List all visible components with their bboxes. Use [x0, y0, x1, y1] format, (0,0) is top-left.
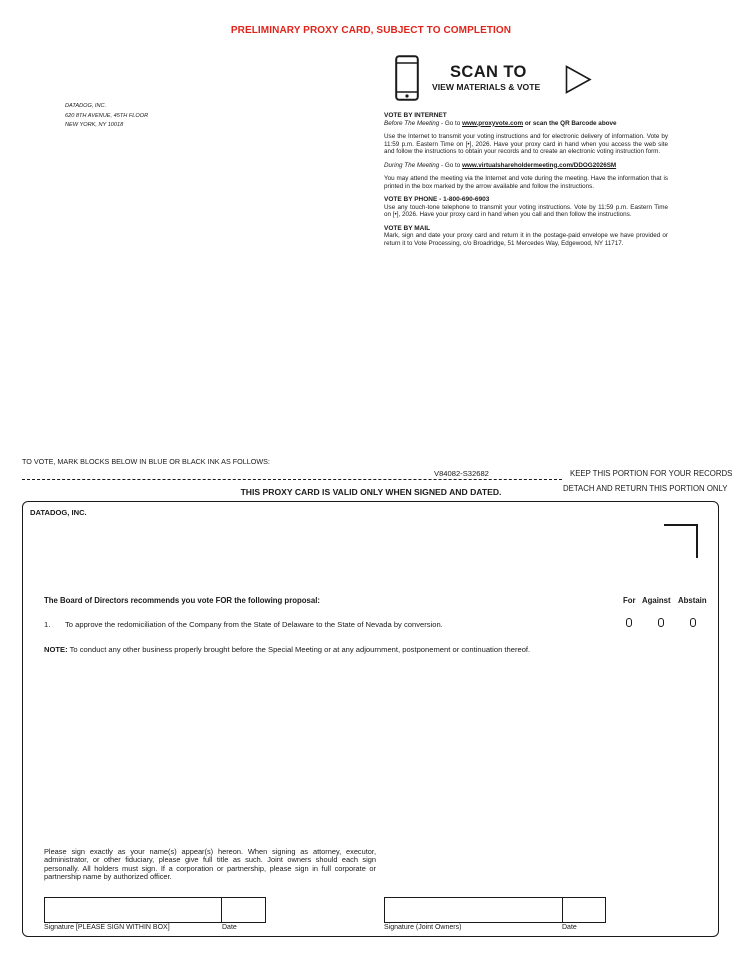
joint-signature-box[interactable] [384, 897, 563, 923]
column-for: For [623, 596, 636, 605]
vote-phone-heading: VOTE BY PHONE - 1-800-690-6903 [384, 196, 490, 203]
play-arrow-icon [565, 65, 592, 94]
board-recommendation: The Board of Directors recommends you vote FOR the following proposal: [44, 596, 320, 605]
column-against: Against [642, 596, 671, 605]
signing-instructions: Please sign exactly as your name(s) appear(s) hereon. When signing as attorney, executor, administrator, or other fiduciary, please give full title as such. Joint owners should each sign personally. All holders must sign. If a corporation or partnership, please sign in full corporate or partnership name by authorized officer. [44, 847, 376, 882]
vote-internet-body: Use the Internet to transmit your voting instructions and for electronic delivery of information. Vote by 11:59 p.m. Eastern Time on [•], 2026. Have your proxy card in hand when you access the web site and follow the instructions to obtain your records and to create an electronic voting instruction form. [384, 133, 668, 155]
vote-mail-heading: VOTE BY MAIL [384, 224, 431, 232]
proposal-text: To approve the redomiciliation of the Company from the State of Delaware to the State of Nevada by conversion. [65, 620, 443, 629]
address-line: DATADOG, INC. [65, 103, 107, 109]
corner-mark [664, 524, 698, 558]
mailing-address [65, 102, 148, 131]
address-line: 620 8TH AVENUE, 45TH FLOOR [65, 112, 149, 119]
joint-date-box[interactable] [562, 897, 606, 923]
vote-internet-during: During The Meeting - Go to www.virtualshareholdermeeting.com/DDOG2026SM [384, 161, 617, 169]
smartphone-icon [395, 55, 419, 101]
joint-date-label: Date [562, 924, 577, 931]
control-code: V84082-S32682 [434, 469, 489, 478]
vote-internet-before: Before The Meeting - Go to www.proxyvote.com or scan the QR Barcode above [384, 119, 617, 127]
valid-notice: THIS PROXY CARD IS VALID ONLY WHEN SIGNED AND DATED. [240, 487, 502, 497]
detach-portion-label: DETACH AND RETURN THIS PORTION ONLY [563, 484, 728, 493]
note-label: NOTE: [44, 645, 68, 654]
address-line: NEW YORK, NY 10018 [65, 122, 124, 128]
proposal-number: 1. [44, 620, 51, 629]
note-text: To conduct any other business properly brought before the Special Meeting or at any adjournment, postponement or continuation thereof. [67, 645, 531, 654]
signature-box[interactable] [44, 897, 222, 923]
column-abstain: Abstain [678, 596, 707, 605]
vote-mail-body: Mark, sign and date your proxy card and return it in the postage-paid envelope we have provided or return it to Vote Processing, c/o Broadridge, 51 Mercedes Way, Edgewood, NY 11717. [384, 232, 668, 247]
company-name: DATADOG, INC. [30, 508, 87, 517]
note [44, 645, 684, 654]
vote-against-checkbox[interactable] [658, 618, 664, 627]
vote-for-checkbox[interactable] [626, 618, 632, 627]
date-box[interactable] [222, 897, 266, 923]
voting-instructions [384, 112, 668, 247]
vote-internet-heading: VOTE BY INTERNET [384, 112, 447, 119]
keep-portion-label: KEEP THIS PORTION FOR YOUR RECORDS [570, 469, 733, 478]
detach-line [22, 479, 562, 480]
proxyvote-link[interactable]: www.proxyvote.com [462, 119, 524, 127]
signature-label: Signature [PLEASE SIGN WITHIN BOX] [44, 924, 170, 931]
vote-phone-body: Use any touch-tone telephone to transmit your voting instructions. Vote by 11:59 p.m. Eastern Time on [•], 2026. Have your proxy card in hand when you call and then follow the instructions. [384, 203, 668, 218]
preliminary-heading: PRELIMINARY PROXY CARD, SUBJECT TO COMPLETION [230, 25, 512, 36]
vote-internet-during-body: You may attend the meeting via the Internet and vote during the meeting. Have the information that is printed in the box marked by the arrow available and follow the instructions. [384, 175, 668, 190]
date-label: Date [222, 924, 237, 931]
ink-instruction: TO VOTE, MARK BLOCKS BELOW IN BLUE OR BLACK INK AS FOLLOWS: [22, 457, 270, 466]
joint-signature-label: Signature (Joint Owners) [384, 924, 462, 931]
vote-abstain-checkbox[interactable] [690, 618, 696, 627]
virtual-meeting-link[interactable]: www.virtualshareholdermeeting.com/DDOG2026SM [462, 161, 617, 169]
scan-title: SCAN TO [450, 63, 527, 81]
scan-subtitle: VIEW MATERIALS & VOTE [432, 82, 541, 92]
